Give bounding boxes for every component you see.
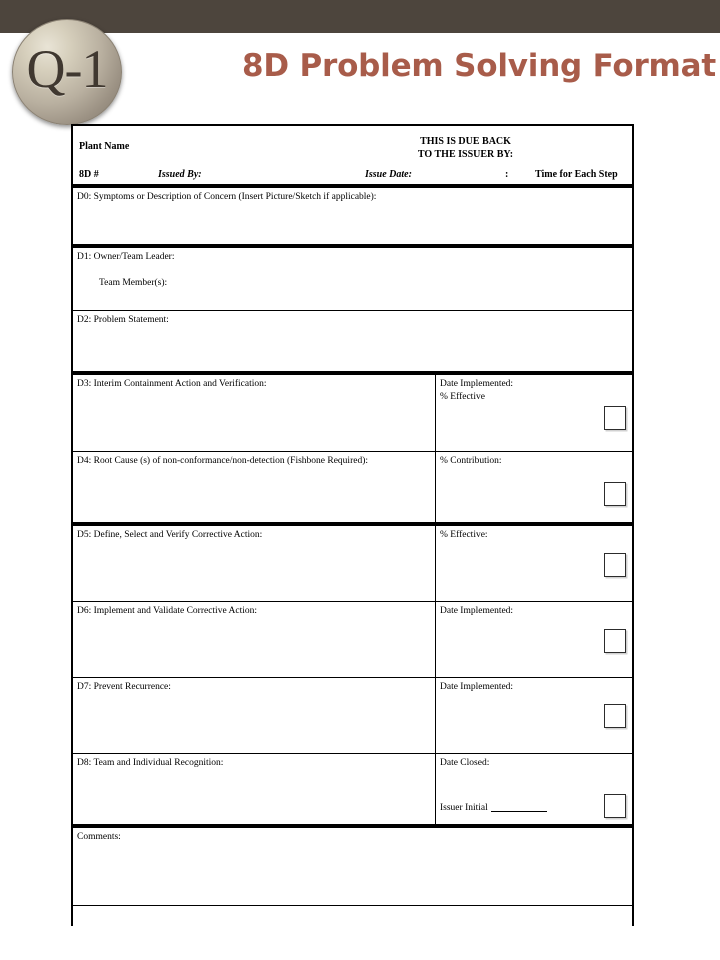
- d7-date-implemented-label: Date Implemented:: [440, 682, 514, 692]
- d6-implement-cell[interactable]: [73, 602, 436, 677]
- d4-label: D4: Root Cause (s) of non-conformance/non-detection (Fishbone Required):: [77, 456, 368, 466]
- 8d-number-label[interactable]: 8D #: [79, 169, 99, 180]
- plant-name-label: Plant Name: [79, 141, 130, 152]
- d8-date-closed-cell[interactable]: [436, 754, 632, 827]
- d5-corrective-action-cell[interactable]: [73, 526, 436, 601]
- form-info-row: [73, 126, 632, 188]
- d2-problem-statement-cell[interactable]: [73, 311, 632, 374]
- logo-label: Q-1: [26, 39, 108, 99]
- d3-action-cell[interactable]: [73, 375, 436, 451]
- section-row-overflow: [73, 906, 632, 926]
- d8-label: D8: Team and Individual Recognition:: [77, 758, 224, 768]
- d1-owner-cell[interactable]: [73, 248, 632, 310]
- d3-date-implemented-label: Date Implemented:: [440, 379, 514, 389]
- d0-description-cell[interactable]: [73, 188, 632, 247]
- d2-label: D2: Problem Statement:: [77, 315, 169, 325]
- comments-label: Comments:: [77, 832, 121, 842]
- d4-root-cause-cell[interactable]: [73, 452, 436, 525]
- d7-checkbox[interactable]: [604, 704, 626, 728]
- due-back-line-1: THIS IS DUE BACK: [420, 136, 511, 147]
- section-row-d3: [73, 375, 632, 452]
- issuer-initial-label: Issuer Initial: [440, 802, 488, 813]
- section-row-d7: [73, 678, 632, 754]
- d3-label: D3: Interim Containment Action and Verification:: [77, 379, 267, 389]
- d6-label: D6: Implement and Validate Corrective Action:: [77, 606, 258, 616]
- time-for-each-step-label: Time for Each Step: [535, 169, 618, 180]
- issuer-initial-blank[interactable]: [491, 811, 547, 812]
- d0-label: D0: Symptoms or Description of Concern (Insert Picture/Sketch if applicable):: [77, 192, 377, 202]
- issue-date-label[interactable]: Issue Date:: [365, 169, 412, 180]
- form-info-cell: [73, 126, 632, 188]
- 8d-form-table: [71, 124, 634, 926]
- d7-prevent-recurrence-cell[interactable]: [73, 678, 436, 753]
- d1-label: D1: Owner/Team Leader:: [77, 252, 175, 262]
- d7-date-cell[interactable]: [436, 678, 632, 753]
- time-colon-separator: :: [505, 169, 509, 180]
- section-row-d8: [73, 754, 632, 828]
- page-title: 8D Problem Solving Format: [241, 48, 716, 84]
- section-row-d1: [73, 248, 632, 311]
- d3-date-cell[interactable]: [436, 375, 632, 451]
- due-back-label: [373, 136, 558, 161]
- section-row-d4: [73, 452, 632, 526]
- d1-team-members-label: Team Member(s):: [99, 277, 168, 288]
- due-back-line-2: TO THE ISSUER BY:: [417, 148, 514, 160]
- d4-checkbox[interactable]: [604, 482, 626, 506]
- d8-recognition-cell[interactable]: [73, 754, 436, 827]
- d4-percent-contribution-label: % Contribution:: [440, 456, 502, 466]
- d6-date-cell[interactable]: [436, 602, 632, 677]
- d4-contribution-cell[interactable]: [436, 452, 632, 525]
- d5-label: D5: Define, Select and Verify Corrective Action:: [77, 530, 263, 540]
- d8-date-closed-label: Date Closed:: [440, 758, 490, 768]
- section-row-d6: [73, 602, 632, 678]
- d3-percent-effective-label: % Effective: [440, 391, 485, 402]
- overflow-cell: [73, 906, 632, 926]
- issued-by-label[interactable]: Issued By:: [158, 169, 202, 180]
- comments-cell[interactable]: [73, 828, 632, 905]
- d5-effective-cell[interactable]: [436, 526, 632, 601]
- d7-label: D7: Prevent Recurrence:: [77, 682, 171, 692]
- d8-checkbox[interactable]: [604, 794, 626, 818]
- header-bar: [0, 0, 720, 33]
- section-row-d0: [73, 188, 632, 248]
- d5-checkbox[interactable]: [604, 553, 626, 577]
- q1-logo: [12, 19, 122, 125]
- section-row-d2: [73, 311, 632, 375]
- d3-checkbox[interactable]: [604, 406, 626, 430]
- d6-checkbox[interactable]: [604, 629, 626, 653]
- d5-percent-effective-label: % Effective:: [440, 530, 488, 540]
- section-row-comments: [73, 828, 632, 906]
- section-row-d5: [73, 526, 632, 602]
- d6-date-implemented-label: Date Implemented:: [440, 606, 514, 616]
